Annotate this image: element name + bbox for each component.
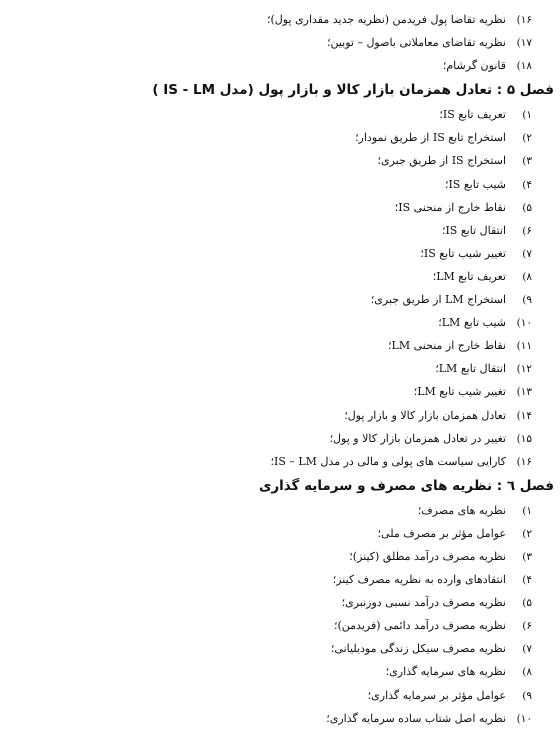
item-text: نقاط خارج از منحنی LM؛ <box>388 339 506 353</box>
list-item <box>10 380 532 403</box>
item-number: ۸) <box>522 270 532 283</box>
item-text: قانون گرشام؛ <box>442 59 506 73</box>
list-item <box>10 31 532 54</box>
list-item <box>10 427 532 450</box>
list-item <box>10 614 532 637</box>
item-text: نظریه مصرف سیکل زندگی مودیلیانی؛ <box>330 642 506 656</box>
item-number: ۶) <box>522 224 532 237</box>
list-item <box>10 404 532 427</box>
item-number: ۷) <box>522 643 532 656</box>
list-item <box>10 149 532 172</box>
chapter-heading: فصل ۵ : تعادل همزمان بازار کالا و بازار پول (مدل IS - LM ) <box>152 82 554 99</box>
list-item <box>10 288 532 311</box>
list-item <box>10 499 532 522</box>
item-number: ۳) <box>522 550 532 563</box>
item-text: نظریه اصل شتاب ساده سرمایه گذاری؛ <box>326 711 506 725</box>
list-item <box>10 591 532 614</box>
list-item <box>10 219 532 242</box>
list-item <box>10 311 532 334</box>
item-text: تغییر در تعادل همزمان بازار کالا و پول؛ <box>329 431 506 445</box>
list-item <box>10 684 532 707</box>
item-number: ۱۸) <box>516 60 532 73</box>
item-text: نظریه تقاضا پول فریدمن (نظریه جدید مقداری پول)؛ <box>267 13 506 26</box>
item-number: ۴) <box>522 178 532 191</box>
list-item <box>10 126 532 149</box>
list-item <box>10 637 532 660</box>
item-number: ۲) <box>522 132 532 145</box>
list-item <box>10 242 532 265</box>
chapter-heading: فصل ٦ : نظریه های مصرف و سرمایه گذاری <box>258 477 554 494</box>
item-text: نقاط خارج از منحنی IS؛ <box>394 200 506 214</box>
list-item <box>10 334 532 357</box>
item-number: ۹) <box>522 294 532 307</box>
item-text: تغییر شیب تابع LM؛ <box>413 385 506 399</box>
item-number: ۱۴) <box>516 409 532 422</box>
item-text: نظریه های مصرف؛ <box>417 503 506 517</box>
item-number: ۱۶) <box>516 455 532 468</box>
item-text: شیب تابع IS؛ <box>444 177 506 191</box>
item-text: شیب تابع LM؛ <box>438 316 506 330</box>
item-text: استخراج تابع IS از طریق نمودار؛ <box>355 131 506 145</box>
list-item <box>10 660 532 683</box>
item-number: ۱۷) <box>516 37 532 50</box>
item-text: نظریه مصرف درآمد مطلق (کینز)؛ <box>349 549 506 563</box>
item-text: انتقال تابع IS؛ <box>441 223 506 237</box>
item-number: ۱) <box>522 504 532 517</box>
item-text: کارایی سیاست های پولی و مالی در مدل IS – LM؛ <box>270 454 506 468</box>
list-item <box>10 8 532 31</box>
list-item <box>10 522 532 545</box>
item-number: ۴) <box>522 574 532 587</box>
item-text: نظریه مصرف درآمد دائمی (فریدمن)؛ <box>334 619 506 633</box>
list-item <box>10 357 532 380</box>
item-text: عوامل مؤثر بر سرمایه گذاری؛ <box>367 688 506 702</box>
item-number: ۵) <box>522 597 532 610</box>
list-item <box>10 54 532 77</box>
item-text: استخراج LM از طریق جبری؛ <box>370 293 506 307</box>
item-text: تعریف تابع LM؛ <box>432 269 506 283</box>
item-number: ۸) <box>522 666 532 679</box>
item-text: تعریف تابع IS؛ <box>439 108 506 122</box>
item-text: انتقادهای وارده به نظریه مصرف کینز؛ <box>332 573 506 587</box>
list-item <box>10 196 532 219</box>
item-text: انتقال تابع LM؛ <box>435 362 506 376</box>
item-number: ۱۰) <box>516 317 532 330</box>
list-item <box>10 545 532 568</box>
item-number: ۱۳) <box>516 386 532 399</box>
item-number: ۱۱) <box>516 340 532 353</box>
item-number: ۱۵) <box>516 432 532 445</box>
item-number: ۱) <box>522 109 532 122</box>
list-item <box>10 707 532 730</box>
item-number: ۲) <box>522 527 532 540</box>
item-number: ۱۲) <box>516 363 532 376</box>
item-text: نظریه تقاضای معاملاتی باصول – توبین؛ <box>326 36 506 50</box>
item-text: نظریه های سرمایه گذاری؛ <box>385 665 506 679</box>
item-number: ۷) <box>522 247 532 260</box>
item-number: ۳) <box>522 155 532 168</box>
list-item <box>10 265 532 288</box>
item-text: تغییر شیب تابع IS؛ <box>420 246 506 260</box>
item-text: استخراج IS از طریق جبری؛ <box>377 154 506 168</box>
list-item <box>10 173 532 196</box>
list-item <box>10 103 532 126</box>
list-item <box>10 568 532 591</box>
list-item <box>10 450 532 473</box>
item-number: ۱۰) <box>516 712 532 725</box>
item-number: ۱۶) <box>516 14 532 26</box>
item-text: تعادل همزمان بازار کالا و بازار پول؛ <box>344 408 506 422</box>
item-text: نظریه مصرف درآمد نسبی دوزنبری؛ <box>341 596 506 610</box>
item-number: ۵) <box>522 201 532 214</box>
item-text: عوامل مؤثر بر مصرف ملی؛ <box>377 526 506 540</box>
item-number: ۹) <box>522 689 532 702</box>
item-number: ۶) <box>522 620 532 633</box>
